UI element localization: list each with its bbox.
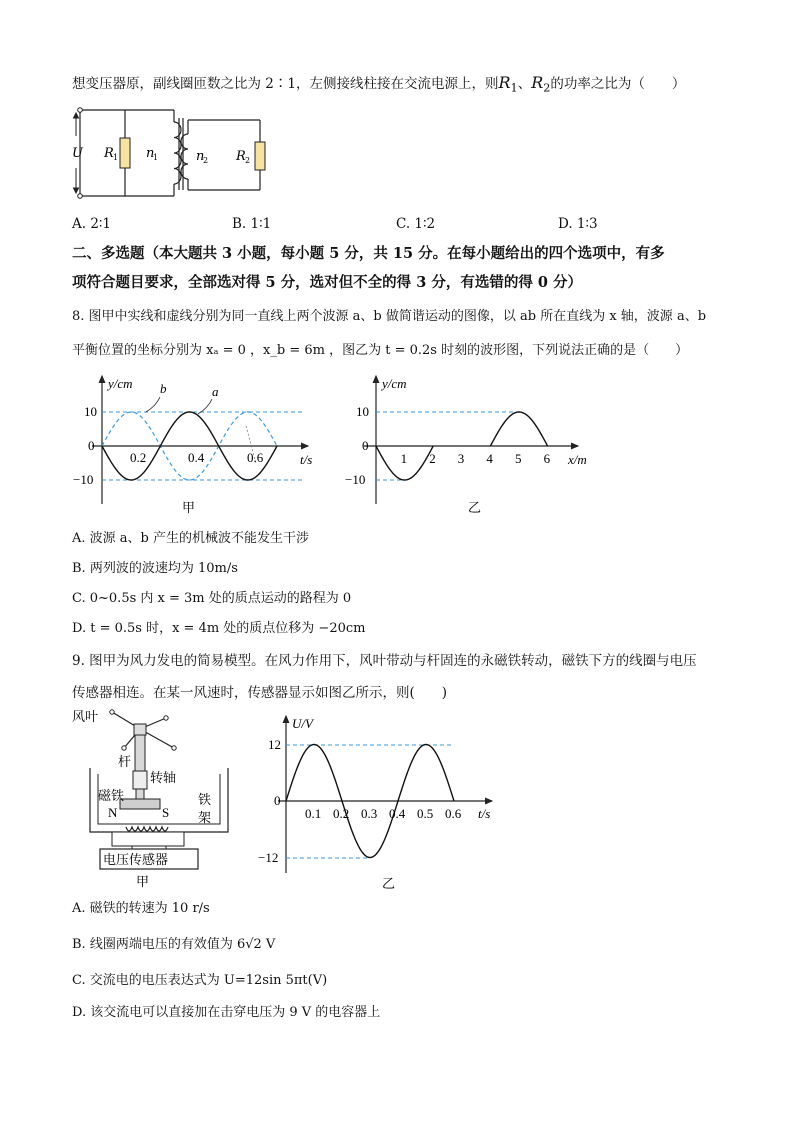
q8-yi-ytick-10: 10 [356, 404, 369, 419]
q8-option-b: B. 两列波的波速均为 10m/s [72, 561, 238, 576]
q9-jia-frame2: 架 [198, 811, 212, 826]
q8-jia-xtick-02: 0.2 [130, 450, 147, 465]
q8-option-d: D. t = 0.5s 时，x = 4m 处的质点位移为 −20cm [72, 621, 366, 636]
q8-yi-xtick: 5 [515, 451, 522, 466]
q8-fig-jia [72, 368, 322, 518]
q7-stem-end: 的功率之比为（ ） [550, 76, 686, 92]
q7-r1-sub: 1 [510, 81, 518, 95]
q8-yi-ytick-neg10: −10 [345, 472, 366, 487]
q9-yi-caption: 乙 [382, 877, 396, 892]
q7-fig-r2-sub: 2 [245, 156, 251, 165]
q7-option-b: B. 1∶1 [232, 216, 272, 232]
q9-jia-sensor: 电压传感器 [103, 853, 169, 868]
q8-yi-xlabel: x/m [568, 452, 587, 467]
q7-fig-r1-sub: 1 [113, 153, 119, 162]
q7-sep: 、 [517, 76, 532, 92]
q7-fig-n1-sub: 1 [153, 153, 159, 162]
q8-jia-xlabel: t/s [300, 452, 313, 467]
q9-jia-rod: 杆 [118, 755, 132, 770]
q8-jia-ytick-10: 10 [84, 404, 97, 419]
q7-stem [72, 74, 685, 98]
q7-option-d: D. 1∶3 [558, 216, 598, 232]
q9-yi-xtick: 0.3 [361, 806, 378, 821]
q9-jia-frame1: 铁 [198, 793, 212, 808]
yi-wave-right [490, 412, 547, 446]
q7-option-c: C. 1∶2 [396, 216, 436, 232]
q9-stem-line2: 传感器相连。在某一风速时，传感器显示如图乙所示，则( ) [72, 685, 448, 701]
q9-yi-xlabel: t/s [478, 806, 491, 821]
q7-fig-n1: n [146, 146, 155, 161]
q8-yi-ylabel: y/cm [382, 376, 407, 391]
q7-r2-sub: 2 [543, 81, 551, 95]
q9-jia-magnet: 磁铁 [98, 789, 125, 804]
q9-jia-caption: 甲 [136, 875, 150, 890]
q7-fig-n2: n [196, 149, 205, 164]
q9-option-d: D. 该交流电可以直接加在击穿电压为 9 V 的电容器上 [72, 1005, 381, 1020]
q7-fig-r1: R [104, 146, 114, 161]
q7-option-a: A. 2∶1 [72, 216, 112, 232]
q9-jia-blade: 风叶 [72, 710, 99, 725]
q9-jia-shaft: 转轴 [150, 771, 177, 786]
q9-fig-yi [254, 708, 504, 893]
q9-stem-line1: 9. 图甲为风力发电的简易模型。在风力作用下，风叶带动与杆固连的永磁铁转动，磁铁下方的线圈与电压 [72, 653, 697, 669]
q9-fig-jia-wind-generator [70, 704, 250, 892]
q7-transformer-circuit [68, 104, 278, 208]
q8-fig-yi [338, 368, 608, 518]
q9-option-b: B. 线圈两端电压的有效值为 6√2 V [72, 937, 276, 952]
q8-yi-ytick-0: 0 [362, 438, 369, 453]
q9-jia-s: S [162, 805, 170, 820]
q8-jia-ytick-0: 0 [88, 438, 95, 453]
q9-yi-xtick: 0.2 [333, 806, 350, 821]
q9-yi-xtick: 0.5 [417, 806, 434, 821]
q8-jia-ytick-neg10: −10 [73, 472, 94, 487]
q8-jia-label-b: b [160, 381, 167, 396]
q8-stem-line2: 平衡位置的坐标分别为 xₐ = 0 ，x_b = 6m ，图乙为 t = 0.2s 时刻的波形图，下列说法正确的是（ ） [72, 343, 689, 358]
q8-yi-xtick: 1 [400, 451, 408, 466]
q8-yi-xtick: 4 [486, 451, 493, 466]
q8-yi-xtick: 6 [543, 451, 551, 466]
q9-yi-xtick: 0.6 [445, 806, 462, 821]
q7-r1: R [498, 73, 511, 92]
q8-stem-line1: 8. 图甲中实线和虚线分别为同一直线上两个波源 a、b 做简谐运动的图像，以 ab 所在直线为 x 轴，波源 a、b [72, 309, 707, 324]
q9-option-a: A. 磁铁的转速为 10 r/s [72, 901, 210, 916]
q8-jia-xtick-04: 0.4 [188, 450, 205, 465]
q8-jia-ylabel: y/cm [108, 376, 133, 391]
q7-stem-text: 想变压器原，副线圈匝数之比为 2∶1，左侧接线柱接在交流电源上，则 [72, 76, 499, 92]
q9-yi-ytick-12: 12 [268, 737, 281, 752]
q9-yi-xtick: 0.1 [305, 806, 322, 821]
q8-jia-caption: 甲 [182, 501, 196, 516]
q8-jia-label-a: a [212, 384, 219, 399]
q9-yi-xtick: 0.4 [389, 806, 406, 821]
section2-heading-line1: 二、多选题（本大题共 3 小题，每小题 5 分，共 15 分。在每小题给出的四个选项中，有多 [72, 245, 665, 262]
q8-jia-xtick-06: 0.6 [247, 450, 264, 465]
q8-yi-caption: 乙 [468, 501, 482, 516]
q9-option-c: C. 交流电的电压表达式为 U=12sin 5πt(V) [72, 973, 328, 988]
q8-yi-xtick: 3 [457, 451, 465, 466]
q7-fig-n2-sub: 2 [203, 156, 209, 165]
q7-r2: R [531, 73, 544, 92]
section2-heading-line2: 项符合题目要求，全部选对得 5 分，选对但不全的得 3 分，有选错的得 0 分） [72, 274, 583, 291]
q9-yi-ylabel: U/V [292, 716, 313, 731]
q9-jia-n: N [108, 805, 118, 820]
q7-fig-u: U [72, 146, 83, 161]
q9-yi-ytick-0: 0 [274, 793, 281, 808]
q8-option-a: A. 波源 a、b 产生的机械波不能发生干涉 [72, 531, 309, 546]
q8-option-c: C. 0~0.5s 内 x = 3m 处的质点运动的路程为 0 [72, 591, 352, 606]
q9-yi-ytick-neg12: −12 [258, 850, 279, 865]
q7-fig-r2: R [236, 149, 246, 164]
q8-yi-xtick: 2 [429, 451, 436, 466]
